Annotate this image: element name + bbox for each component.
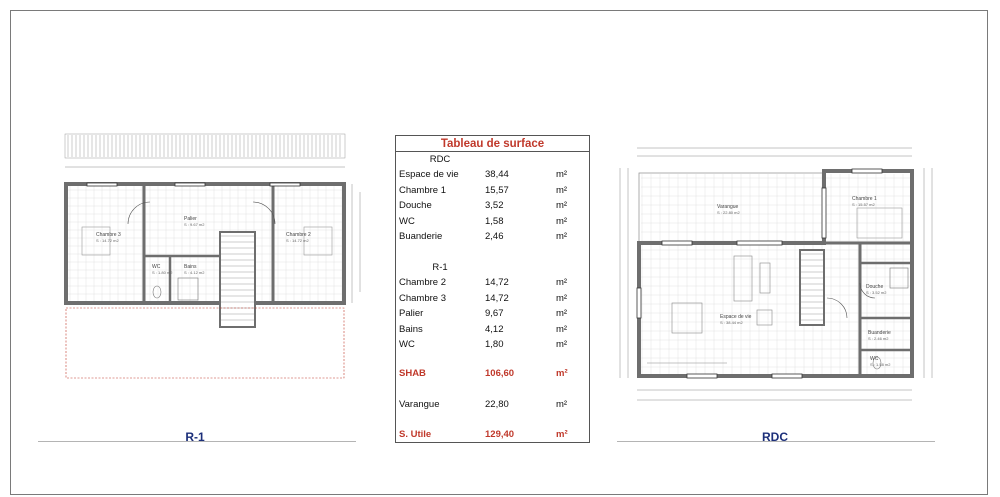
toilet	[153, 286, 161, 298]
r1-row-unit: m²	[556, 323, 568, 335]
room-wc: WC	[870, 356, 879, 362]
section-rdc: RDC	[429, 154, 451, 165]
rdc-row-value: 3,52	[485, 200, 504, 211]
rdc-row-value: 38,44	[485, 169, 509, 180]
row-varangue-name: Varangue	[399, 399, 440, 410]
room-douche-area: S : 3.52 m2	[866, 290, 887, 295]
r1-row-value: 9,67	[485, 308, 504, 319]
room-chambre2: Chambre 2	[286, 232, 311, 238]
rdc-row-name: Chambre 1	[399, 184, 446, 196]
r1-row-unit: m²	[556, 308, 568, 319]
room-chambre2-area: S : 14.72 m2	[286, 238, 309, 243]
r1-row	[396, 338, 589, 352]
room-douche: Douche	[866, 284, 884, 290]
r1-row	[396, 276, 589, 290]
room-bains-area: S : 4.12 m2	[184, 270, 205, 275]
r1-row-unit: m²	[556, 292, 568, 304]
shower	[178, 278, 198, 300]
row-shab-unit: m²	[556, 368, 568, 379]
row-s-utile	[396, 428, 589, 442]
rdc-row	[396, 184, 589, 198]
rdc-row	[396, 168, 589, 182]
sofa	[734, 256, 752, 301]
r1-row-name: WC	[399, 339, 415, 350]
windows	[637, 169, 882, 378]
rdc-row	[396, 215, 589, 229]
room-wc-area: S : 1.58 m2	[870, 362, 891, 367]
rdc-row-unit: m²	[556, 231, 568, 242]
r1-row-value: 4,12	[485, 323, 504, 335]
rdc-row-unit: m²	[556, 215, 568, 227]
shower	[890, 268, 908, 288]
rdc-row	[396, 230, 589, 244]
outer-wall	[66, 184, 344, 303]
row-shab-value: 106,60	[485, 368, 515, 379]
row-s-utile-unit: m²	[556, 429, 568, 440]
rdc-row-value: 15,57	[485, 184, 509, 196]
plan-rdc-drawing	[612, 138, 942, 408]
rdc-row-name: Douche	[399, 200, 432, 211]
r1-row-value: 14,72	[485, 292, 509, 304]
surface-table	[395, 135, 590, 443]
room-varangue: Varangue	[717, 204, 739, 210]
r1-row	[396, 323, 589, 337]
rdc-row-unit: m²	[556, 184, 568, 196]
r1-row-unit: m²	[556, 339, 568, 350]
room-palier: Palier	[184, 216, 197, 222]
coffee-table	[760, 263, 770, 293]
stair	[220, 232, 255, 327]
rdc-row-value: 2,46	[485, 231, 504, 242]
row-s-utile-value: 129,40	[485, 429, 515, 440]
room-chambre1-area: S : 15.57 m2	[852, 202, 875, 207]
row-s-utile-name: S. Utile	[399, 429, 432, 440]
room-espace: Espace de vie	[720, 314, 752, 320]
floor-grid	[68, 186, 342, 302]
rdc-row-name: Buanderie	[399, 231, 443, 242]
room-buanderie-area: S : 2.46 m2	[868, 336, 889, 341]
row-varangue-value: 22,80	[485, 399, 509, 410]
room-varangue-area: S : 22.80 m2	[717, 210, 740, 215]
plan-r1-title: R-1	[185, 430, 205, 444]
plan-r1-drawing	[60, 132, 370, 382]
door	[128, 202, 150, 224]
terrace-outline	[66, 308, 344, 378]
r1-row-value: 1,80	[485, 339, 504, 350]
rdc-row-unit: m²	[556, 200, 568, 211]
rdc-row-value: 1,58	[485, 215, 504, 227]
plan-rdc-title: RDC	[762, 430, 788, 444]
room-chambre3-area: S : 14.72 m2	[96, 238, 119, 243]
room-wc-area: S : 1.80 m2	[152, 270, 173, 275]
row-varangue	[396, 398, 589, 412]
room-wc: WC	[152, 264, 161, 270]
rdc-row	[396, 199, 589, 213]
row-shab	[396, 367, 589, 381]
rdc-row-unit: m²	[556, 169, 568, 180]
r1-row-value: 14,72	[485, 277, 509, 288]
room-chambre1: Chambre 1	[852, 196, 877, 202]
room-buanderie: Buanderie	[868, 330, 891, 336]
plan-rdc	[612, 138, 942, 408]
r1-row-name: Palier	[399, 308, 424, 319]
room-palier-area: S : 9.67 m2	[184, 222, 205, 227]
r1-row	[396, 307, 589, 321]
room-bains: Bains	[184, 264, 197, 270]
room-chambre3: Chambre 3	[96, 232, 121, 238]
rdc-row-name: Espace de vie	[399, 169, 459, 180]
row-varangue-unit: m²	[556, 399, 568, 410]
row-shab-name: SHAB	[399, 368, 426, 379]
door	[827, 298, 847, 318]
roof-hatch	[65, 134, 345, 158]
section-r1: R-1	[432, 262, 448, 273]
r1-row	[396, 292, 589, 306]
rdc-row-name: WC	[399, 215, 415, 227]
surface-table-title: Tableau de surface	[396, 136, 589, 152]
r1-row-name: Chambre 2	[399, 277, 446, 288]
r1-row-name: Chambre 3	[399, 292, 446, 304]
r1-row-name: Bains	[399, 323, 423, 335]
r1-row-unit: m²	[556, 277, 568, 288]
plan-r1	[60, 132, 370, 382]
room-espace-area: S : 38.44 m2	[720, 320, 743, 325]
